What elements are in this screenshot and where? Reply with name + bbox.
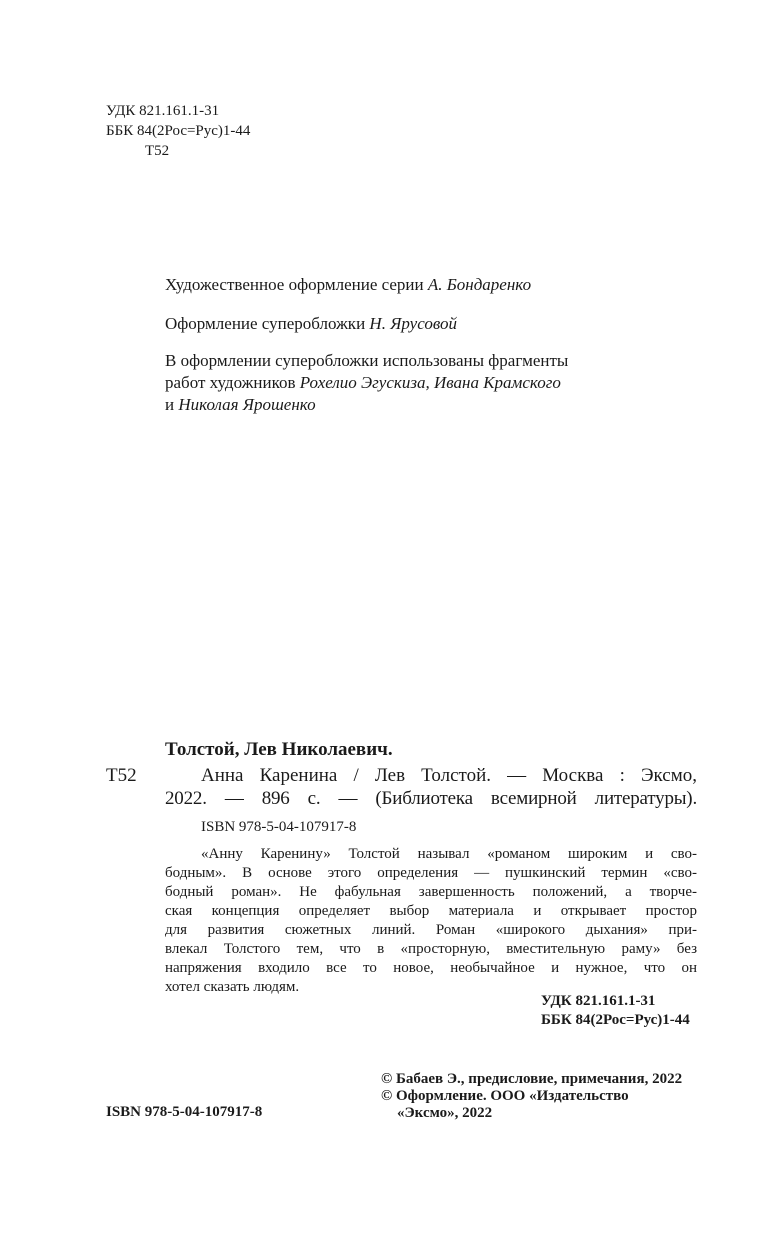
jacket-design-name: Н. Ярусовой [369, 314, 457, 333]
annotation-line: ская концепция определяет выбор материала и открывает простор [165, 903, 697, 919]
author-mark: Т52 [145, 143, 170, 159]
copyright-design-line-1: © Оформление. ООО «Издательство [381, 1088, 629, 1104]
copyright-preface: © Бабаев Э., предисловие, примечания, 2022 [381, 1071, 683, 1087]
annotation-line: влекал Толстого тем, что в «просторную, вместительную раму» без [165, 941, 697, 957]
annotation-line: напряжения входило все то новое, необычайное и нужное, что он [165, 960, 697, 976]
jacket-design-credit [165, 313, 457, 335]
series-design-name: А. Бондаренко [427, 275, 532, 294]
catalog-isbn: ISBN 978-5-04-107917-8 [201, 819, 357, 835]
catalog-bbk: ББК 84(2Рос=Рус)1-44 [541, 1012, 690, 1028]
fragments-credit-line-1: В оформлении суперобложки использованы фрагменты [165, 351, 569, 370]
udk-code: УДК 821.161.1-31 [106, 103, 220, 119]
series-design-credit [165, 274, 531, 296]
fragments-line2-prefix: работ художников [165, 373, 296, 392]
annotation-line: бодным». В основе этого определения — пушкинский термин «сво- [165, 865, 697, 881]
fragments-line3-prefix: и [165, 395, 175, 414]
catalog-author-mark: Т52 [106, 765, 137, 786]
catalog-author-heading: Толстой, Лев Николаевич. [165, 739, 393, 760]
series-design-label: Художественное оформление серии [165, 275, 424, 294]
annotation-line: для развития сюжетных линий. Роман «широкого дыхания» при- [165, 922, 697, 938]
fragments-credit-line-2 [165, 372, 561, 394]
catalog-bib-line-1: Анна Каренина / Лев Толстой. — Москва : Эксмо, [201, 765, 697, 786]
fragments-credit-line-3 [165, 394, 316, 416]
fragments-line3-name: Николая Ярошенко [178, 395, 316, 414]
footer-isbn: ISBN 978-5-04-107917-8 [106, 1104, 263, 1120]
jacket-design-label: Оформление суперобложки [165, 314, 366, 333]
annotation-last-line: хотел сказать людям. [165, 979, 300, 995]
catalog-annotation [165, 845, 697, 997]
annotation-line: «Анну Каренину» Толстой называл «романом широким и сво- [201, 846, 697, 862]
bbk-code: ББК 84(2Рос=Рус)1-44 [106, 123, 251, 139]
copyright-design-line-2: «Эксмо», 2022 [397, 1105, 493, 1121]
annotation-line: бодный роман». Не фабульная завершенность положений, а творче- [165, 884, 697, 900]
fragments-line2-names: Рохелио Эгускиза, Ивана Крамского [299, 373, 561, 392]
catalog-bib-line-2: 2022. — 896 с. — (Библиотека всемирной литературы). [165, 788, 697, 809]
catalog-udk: УДК 821.161.1-31 [541, 993, 656, 1009]
